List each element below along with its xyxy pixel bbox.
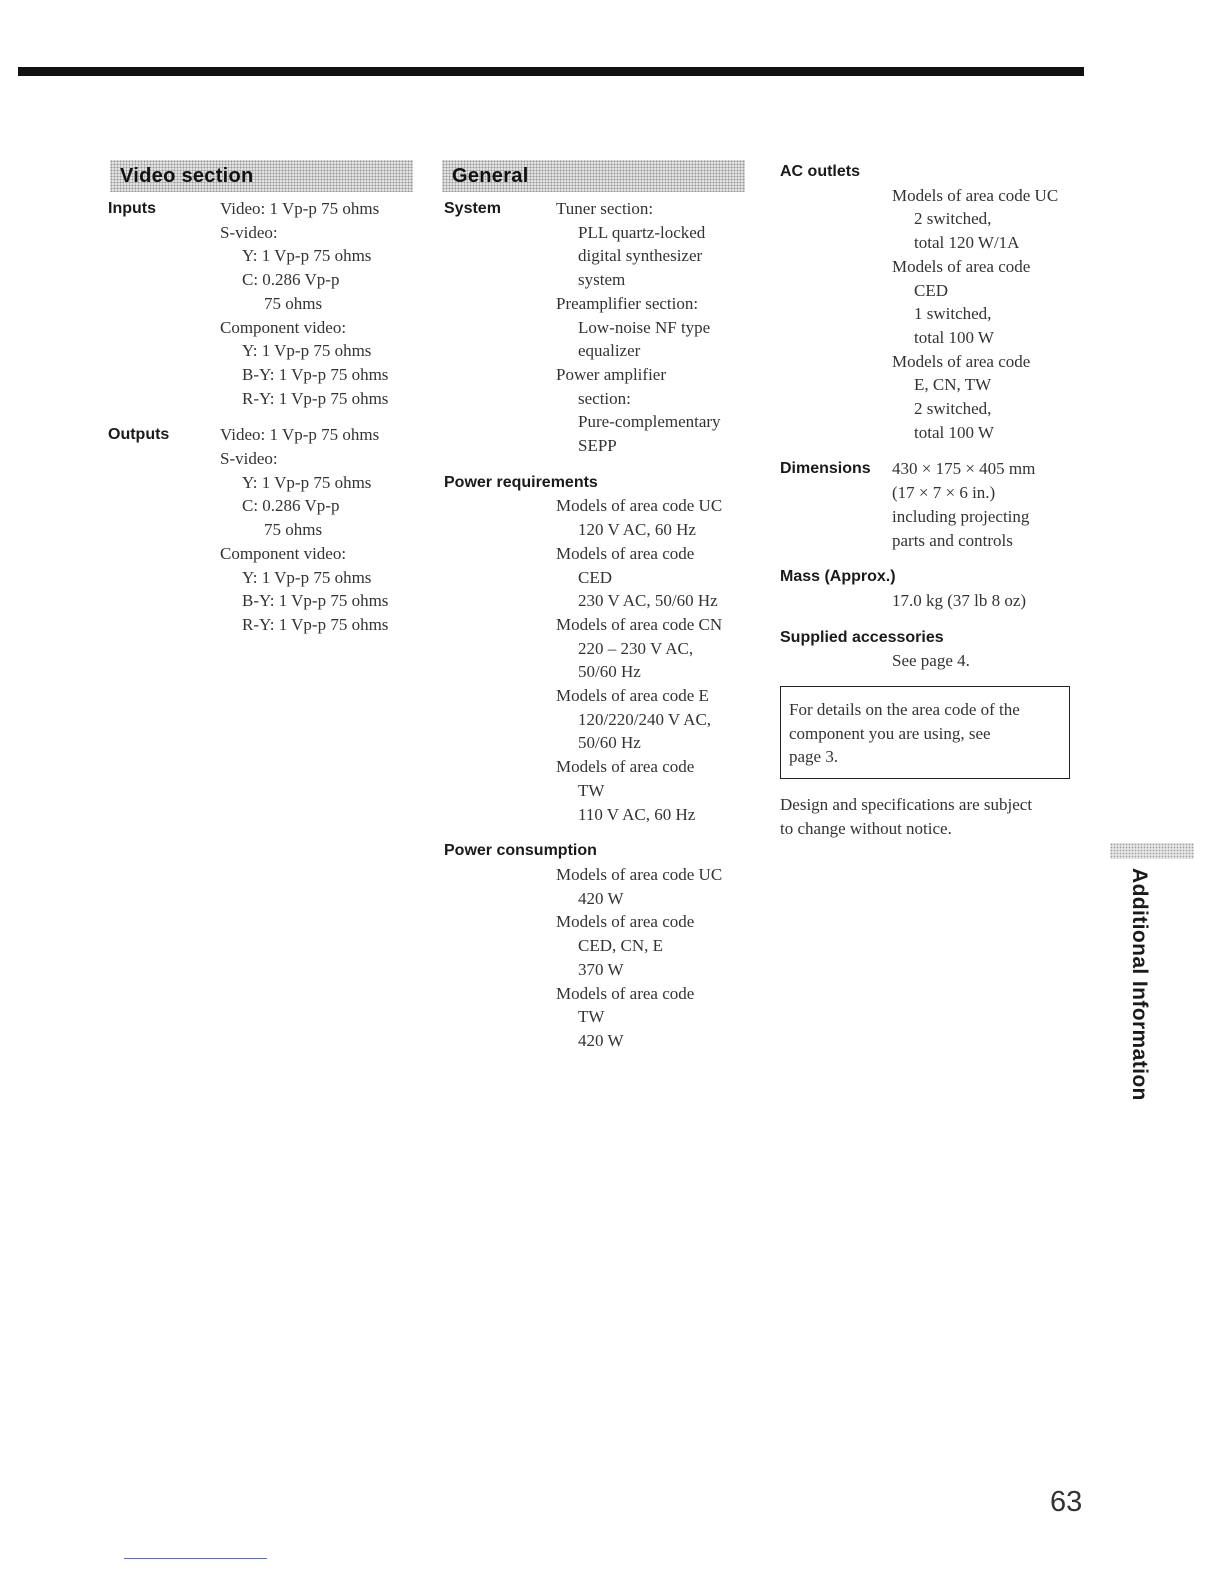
spec-line: Y: 1 Vp-p 75 ohms <box>242 472 372 492</box>
spec-line: Models of area code UC <box>892 185 1059 205</box>
general-column <box>444 160 754 1066</box>
dimensions-spec <box>780 457 1086 552</box>
spec-line: 110 V AC, 60 Hz <box>578 804 696 824</box>
outputs-label: Outputs <box>108 426 170 444</box>
spec-line: Models of area code UC <box>556 864 723 884</box>
spec-line: SEPP <box>578 436 617 456</box>
power-consumption-label: Power consumption <box>444 842 597 860</box>
power-consumption-values <box>444 863 754 1053</box>
spec-line: 2 switched, <box>914 399 992 419</box>
supplied-accessories-values <box>780 649 1086 673</box>
bottom-rule <box>124 1558 267 1559</box>
spec-line: total 100 W <box>914 422 994 442</box>
note-line: For details on the area code of the <box>789 700 1020 720</box>
power-consumption-spec <box>444 839 754 1052</box>
system-values <box>556 197 721 458</box>
spec-line: Y: 1 Vp-p 75 ohms <box>242 341 372 361</box>
disclaimer-line: to change without notice. <box>780 818 952 838</box>
spec-line: 120/220/240 V AC, <box>578 709 712 729</box>
spec-line: Models of area code E <box>556 686 709 706</box>
spec-line: S-video: <box>220 222 278 242</box>
system-label: System <box>444 200 501 217</box>
spec-line: B-Y: 1 Vp-p 75 ohms <box>242 364 389 384</box>
inputs-spec <box>108 197 418 410</box>
inputs-values <box>220 197 388 410</box>
spec-line: CED <box>578 567 612 587</box>
page-number: 63 <box>1050 1486 1083 1518</box>
spec-line: 230 V AC, 50/60 Hz <box>578 591 718 611</box>
spec-line: parts and controls <box>892 530 1013 550</box>
spec-line: TW <box>578 1007 605 1027</box>
spec-line: 50/60 Hz <box>578 662 641 682</box>
spec-line: Power amplifier <box>556 364 666 384</box>
mass-spec <box>780 565 1086 612</box>
spec-line: Preamplifier section: <box>556 293 699 313</box>
spec-line: Models of area code <box>556 757 695 777</box>
spec-line: 17.0 kg (37 lb 8 oz) <box>892 590 1027 610</box>
spec-line: 75 ohms <box>264 293 323 313</box>
video-section-title: Video section <box>120 165 254 187</box>
spec-line: 2 switched, <box>914 209 992 229</box>
spec-line: 75 ohms <box>264 520 323 540</box>
spec-line: Models of area code <box>556 983 695 1003</box>
mass-values <box>780 589 1086 613</box>
spec-line: total 100 W <box>914 327 994 347</box>
spec-line: Component video: <box>220 317 347 337</box>
video-section-heading <box>110 160 413 192</box>
spec-line: Low-noise NF type <box>578 317 711 337</box>
spec-line: Models of area code <box>556 912 695 932</box>
spec-line: 1 switched, <box>914 304 992 324</box>
disclaimer-line: Design and specifications are subject <box>780 795 1033 815</box>
outputs-spec <box>108 423 418 636</box>
general-title: General <box>452 165 529 187</box>
spec-line: section: <box>578 388 631 408</box>
spec-line: B-Y: 1 Vp-p 75 ohms <box>242 591 389 611</box>
spec-line: 370 W <box>578 959 624 979</box>
general-continued-column <box>780 160 1086 841</box>
power-requirements-spec <box>444 471 754 827</box>
section-tab-label: Additional Information <box>1128 868 1151 1101</box>
spec-line: Tuner section: <box>556 199 654 218</box>
spec-line: Models of area code <box>892 351 1031 371</box>
system-spec <box>444 197 754 458</box>
spec-line: Models of area code CN <box>556 614 723 634</box>
spec-line: Video: 1 Vp-p 75 ohms <box>220 425 380 445</box>
note-line: page 3. <box>789 747 839 767</box>
supplied-accessories-label: Supplied accessories <box>780 628 944 646</box>
spec-line: 420 W <box>578 888 624 908</box>
video-section-column <box>108 160 418 650</box>
power-requirements-values <box>444 494 754 826</box>
spec-line: Models of area code <box>556 543 695 563</box>
spec-line: TW <box>578 780 605 800</box>
spec-line: CED, CN, E <box>578 936 663 956</box>
ac-outlets-label: AC outlets <box>780 163 860 180</box>
spec-line: Y: 1 Vp-p 75 ohms <box>242 246 372 266</box>
spec-line: including projecting <box>892 506 1030 526</box>
inputs-label: Inputs <box>108 200 156 217</box>
spec-line: Pure-complementary <box>578 412 721 432</box>
spec-line: digital synthesizer <box>578 246 703 266</box>
power-requirements-label: Power requirements <box>444 473 598 491</box>
spec-line: 50/60 Hz <box>578 733 641 753</box>
spec-line: 420 W <box>578 1030 624 1050</box>
dimensions-label: Dimensions <box>780 460 871 478</box>
spec-line: CED <box>914 280 948 300</box>
dimensions-values <box>892 457 1035 552</box>
spec-line: PLL quartz-locked <box>578 222 706 242</box>
spec-line: R-Y: 1 Vp-p 75 ohms <box>242 614 389 634</box>
spec-line: (17 × 7 × 6 in.) <box>892 483 996 503</box>
general-heading <box>442 160 745 192</box>
spec-line: total 120 W/1A <box>914 233 1020 253</box>
note-line: component you are using, see <box>789 723 991 743</box>
spec-line: 430 × 175 × 405 mm <box>892 459 1036 479</box>
ac-outlets-values <box>780 184 1086 445</box>
area-code-note-box <box>780 686 1070 779</box>
spec-line: Models of area code UC <box>556 496 723 516</box>
section-tab-marker <box>1110 843 1194 859</box>
top-rule <box>18 67 1084 76</box>
spec-line: C: 0.286 Vp-p <box>242 496 340 516</box>
specifications-disclaimer <box>780 793 1086 840</box>
spec-line: See page 4. <box>892 651 970 671</box>
spec-line: 220 – 230 V AC, <box>578 638 694 658</box>
spec-line: Component video: <box>220 543 347 563</box>
spec-line: E, CN, TW <box>914 375 992 395</box>
outputs-values <box>220 423 388 636</box>
spec-line: equalizer <box>578 341 641 361</box>
spec-line: 120 V AC, 60 Hz <box>578 520 696 540</box>
spec-line: C: 0.286 Vp-p <box>242 270 340 290</box>
spec-line: Video: 1 Vp-p 75 ohms <box>220 199 380 218</box>
spec-line: S-video: <box>220 449 278 469</box>
spec-line: system <box>578 270 626 290</box>
spec-line: R-Y: 1 Vp-p 75 ohms <box>242 388 389 408</box>
spec-line: Y: 1 Vp-p 75 ohms <box>242 567 372 587</box>
ac-outlets-spec <box>780 160 1086 444</box>
supplied-accessories-spec <box>780 626 1086 673</box>
mass-label: Mass (Approx.) <box>780 568 896 586</box>
spec-line: Models of area code <box>892 256 1031 276</box>
